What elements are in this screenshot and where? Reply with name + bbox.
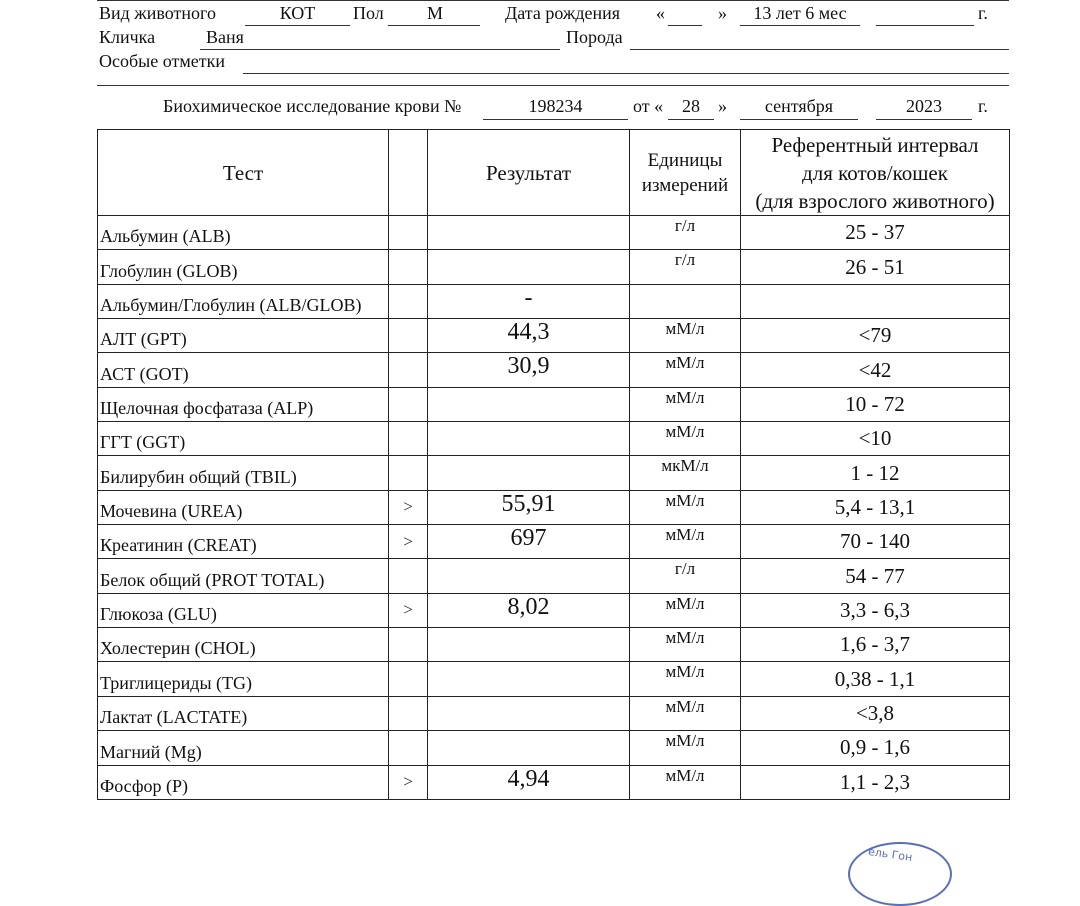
table-row <box>98 250 1010 284</box>
result-cell: 697 <box>428 525 630 559</box>
flag-cell <box>389 216 428 250</box>
table-row <box>98 593 1010 627</box>
table-row <box>98 765 1010 799</box>
result-cell <box>428 559 630 593</box>
table-header-row <box>98 130 1010 216</box>
test-name-cell: АЛТ (GPT) <box>98 319 389 353</box>
header-reference <box>741 130 1010 216</box>
table-row <box>98 422 1010 456</box>
flag-cell <box>389 628 428 662</box>
flag-cell <box>389 250 428 284</box>
header-units <box>630 130 741 216</box>
units-cell: мМ/л <box>630 765 741 799</box>
study-day-underline <box>668 119 714 120</box>
result-cell: 55,91 <box>428 490 630 524</box>
notes-rule-2 <box>97 85 1009 86</box>
results-table <box>97 129 1010 800</box>
sex-underline <box>388 25 480 26</box>
table-row <box>98 284 1010 318</box>
flag-cell: > <box>389 593 428 627</box>
animal-type-label: Вид животного <box>99 3 216 23</box>
test-name-cell: Мочевина (UREA) <box>98 490 389 524</box>
study-year-suffix: г. <box>978 96 988 116</box>
study-from-label: от « <box>633 96 664 116</box>
reference-cell: 0,9 - 1,6 <box>741 731 1010 765</box>
flag-cell <box>389 422 428 456</box>
flag-cell <box>389 559 428 593</box>
study-year: 2023 <box>906 96 942 116</box>
units-cell: мМ/л <box>630 731 741 765</box>
header-test: Тест <box>98 130 389 216</box>
flag-cell: > <box>389 490 428 524</box>
study-month: сентября <box>764 96 834 116</box>
result-cell: 4,94 <box>428 765 630 799</box>
study-month-underline <box>740 119 858 120</box>
test-name-cell: Билирубин общий (TBIL) <box>98 456 389 490</box>
study-day: 28 <box>682 96 700 116</box>
result-cell <box>428 456 630 490</box>
flag-cell <box>389 319 428 353</box>
test-name-cell: Глюкоза (GLU) <box>98 593 389 627</box>
test-name-cell: Альбумин/Глобулин (ALB/GLOB) <box>98 284 389 318</box>
reference-cell: 1 - 12 <box>741 456 1010 490</box>
reference-cell: <10 <box>741 422 1010 456</box>
test-name-cell: Альбумин (ALB) <box>98 216 389 250</box>
result-cell <box>428 216 630 250</box>
top-rule <box>97 0 1009 1</box>
test-name-cell: АСТ (GOT) <box>98 353 389 387</box>
header-ref-line1: Референтный интервал <box>771 132 979 157</box>
table-row <box>98 319 1010 353</box>
reference-cell: 1,1 - 2,3 <box>741 765 1010 799</box>
table-row <box>98 628 1010 662</box>
reference-cell: <3,8 <box>741 696 1010 730</box>
study-year-underline <box>876 119 972 120</box>
notes-underline <box>243 73 1009 74</box>
birth-close-quote: » <box>718 3 727 23</box>
test-name-cell: Фосфор (P) <box>98 765 389 799</box>
units-cell: мМ/л <box>630 628 741 662</box>
flag-cell: > <box>389 525 428 559</box>
table-row <box>98 696 1010 730</box>
age-underline <box>740 25 860 26</box>
test-name-cell: Креатинин (CREAT) <box>98 525 389 559</box>
result-cell <box>428 628 630 662</box>
flag-cell <box>389 662 428 696</box>
name-underline <box>200 49 560 50</box>
reference-cell: 1,6 - 3,7 <box>741 628 1010 662</box>
reference-cell: 25 - 37 <box>741 216 1010 250</box>
table-row <box>98 559 1010 593</box>
flag-cell <box>389 353 428 387</box>
header-units-line1: Единицы <box>647 149 723 171</box>
test-name-cell: Лактат (LACTATE) <box>98 696 389 730</box>
stamp-text: ель Гон <box>867 844 914 865</box>
study-close-quote: » <box>718 96 727 116</box>
reference-cell: <42 <box>741 353 1010 387</box>
result-cell: 30,9 <box>428 353 630 387</box>
units-cell: г/л <box>630 250 741 284</box>
test-name-cell: Триглицериды (TG) <box>98 662 389 696</box>
table-row <box>98 456 1010 490</box>
reference-cell: 0,38 - 1,1 <box>741 662 1010 696</box>
birth-year-underline <box>876 25 974 26</box>
study-number: 198234 <box>528 96 583 116</box>
reference-cell: 26 - 51 <box>741 250 1010 284</box>
units-cell: мМ/л <box>630 662 741 696</box>
table-row <box>98 731 1010 765</box>
result-cell <box>428 387 630 421</box>
units-cell: мМ/л <box>630 422 741 456</box>
sex-label: Пол <box>353 3 384 23</box>
result-cell <box>428 731 630 765</box>
name-label: Кличка <box>99 27 156 47</box>
animal-type-underline <box>245 25 350 26</box>
units-cell: г/л <box>630 216 741 250</box>
animal-type-value: КОТ <box>279 3 316 23</box>
reference-cell <box>741 284 1010 318</box>
header-result: Результат <box>428 130 630 216</box>
birth-year-suffix: г. <box>978 3 988 23</box>
units-cell: мМ/л <box>630 593 741 627</box>
flag-cell: > <box>389 765 428 799</box>
reference-cell: <79 <box>741 319 1010 353</box>
name-value: Ваня <box>206 27 244 47</box>
study-title: Биохимическое исследование крови № <box>163 96 462 116</box>
result-cell: 44,3 <box>428 319 630 353</box>
breed-underline <box>630 49 1009 50</box>
units-cell: г/л <box>630 559 741 593</box>
age-value: 13 лет 6 мес <box>753 3 847 23</box>
notes-label: Особые отметки <box>99 51 225 71</box>
birth-date-label: Дата рождения <box>505 3 621 23</box>
test-name-cell: Магний (Mg) <box>98 731 389 765</box>
reference-cell: 3,3 - 6,3 <box>741 593 1010 627</box>
birth-open-quote: « <box>656 3 665 23</box>
units-cell: мкМ/л <box>630 456 741 490</box>
reference-cell: 5,4 - 13,1 <box>741 490 1010 524</box>
sex-value: М <box>426 3 443 23</box>
test-name-cell: Глобулин (GLOB) <box>98 250 389 284</box>
result-cell <box>428 250 630 284</box>
units-cell: мМ/л <box>630 696 741 730</box>
table-row <box>98 353 1010 387</box>
result-cell: 8,02 <box>428 593 630 627</box>
result-cell <box>428 662 630 696</box>
reference-cell: 70 - 140 <box>741 525 1010 559</box>
units-cell: мМ/л <box>630 353 741 387</box>
reference-cell: 54 - 77 <box>741 559 1010 593</box>
flag-cell <box>389 731 428 765</box>
table-row <box>98 490 1010 524</box>
header-ref-line3: (для взрослого животного) <box>755 188 995 213</box>
breed-label: Порода <box>566 27 623 47</box>
table-row <box>98 662 1010 696</box>
result-cell <box>428 422 630 456</box>
table-row <box>98 387 1010 421</box>
flag-cell <box>389 387 428 421</box>
units-cell <box>630 284 741 318</box>
table-row <box>98 525 1010 559</box>
test-name-cell: Белок общий (PROT TOTAL) <box>98 559 389 593</box>
study-number-underline <box>483 119 628 120</box>
result-cell <box>428 696 630 730</box>
units-cell: мМ/л <box>630 490 741 524</box>
units-cell: мМ/л <box>630 387 741 421</box>
test-name-cell: Холестерин (CHOL) <box>98 628 389 662</box>
result-cell: - <box>428 284 630 318</box>
table-row <box>98 216 1010 250</box>
test-name-cell: Щелочная фосфатаза (ALP) <box>98 387 389 421</box>
flag-cell <box>389 284 428 318</box>
flag-cell <box>389 456 428 490</box>
header-units-line2: измерений <box>641 174 729 196</box>
reference-cell: 10 - 72 <box>741 387 1010 421</box>
units-cell: мМ/л <box>630 525 741 559</box>
birth-day-underline <box>668 25 702 26</box>
flag-cell <box>389 696 428 730</box>
table-body <box>98 216 1010 800</box>
header-flag <box>389 130 428 216</box>
units-cell: мМ/л <box>630 319 741 353</box>
test-name-cell: ГГТ (GGT) <box>98 422 389 456</box>
header-ref-line2: для котов/кошек <box>802 160 948 185</box>
